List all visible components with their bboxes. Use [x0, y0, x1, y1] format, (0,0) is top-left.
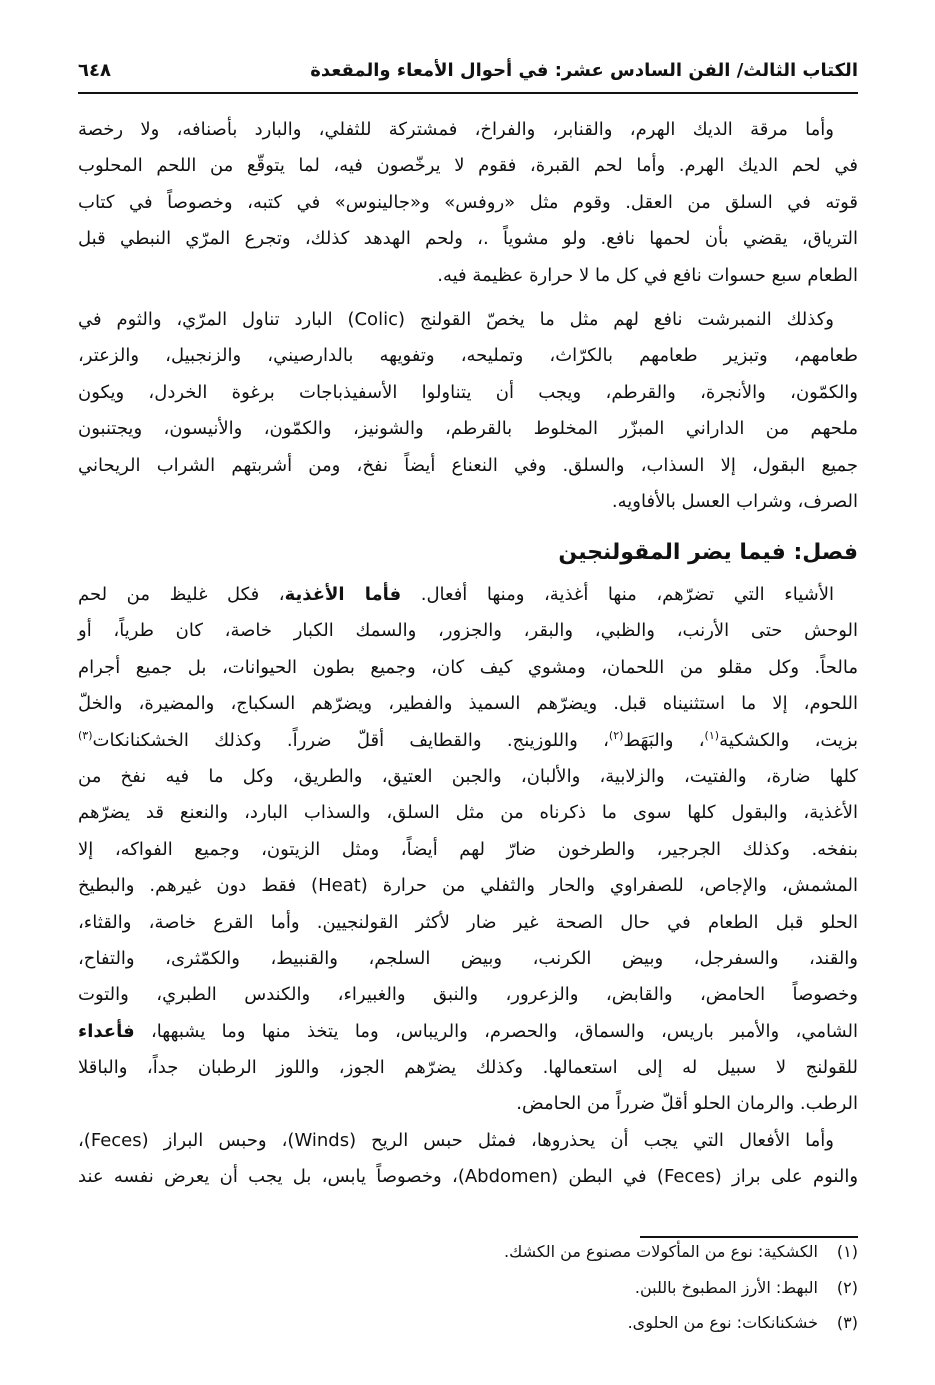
text-segment: وأما مرقة الديك الهرم، والقنابر، والفراخ، فمشتركة للثفلي، والبارد بأصنافه، ولا رخصة [78, 119, 834, 140]
text-line [78, 723, 858, 759]
text-segment: الصرف، وشراب العسل بالأفاويه. [611, 490, 858, 512]
text-segment: وأما الأفعال التي يجب أن يحذروها، فمثل حبس الريح (Winds)، وحبس البراز (Feces)، [78, 1130, 834, 1151]
paragraph-3 [78, 577, 858, 1123]
text-segment: بنفخه. وكذلك الجرجير، والطرخون ضارّ لهم أيضاً، ومثل الزيتون، وجميع الفواكه، إلا [78, 838, 858, 860]
text-line [78, 302, 858, 338]
text-line [78, 448, 858, 484]
text-line [78, 759, 858, 795]
text-segment: المشمش، والإجاص، للصفراوي والحار والثفلي من حرارة (Heat) فقط دون غيرهم. والبطيخ [78, 875, 858, 897]
text-line [78, 1014, 858, 1050]
text-segment: ، والبَهَط [623, 729, 705, 751]
text-segment: الطعام سبع حسوات نافع في كل ما لا حرارة عظيمة فيه. [437, 264, 858, 286]
text-line [78, 148, 858, 184]
text-segment: والنوم على براز (Feces) في البطن (Abdomen)، وخصوصاً يابس، بل يجب أن يعرض نفسه عند [78, 1166, 859, 1188]
footnote-1 [504, 1242, 858, 1261]
text-line [78, 613, 858, 649]
bold-text: فأما الأغذية [284, 584, 402, 605]
text-segment: الشامي، والأمبر باريس، والسماق، والحصرم، والريباس، وما يتخذ منها وما يشبهها، [134, 1020, 858, 1042]
text-segment: طعامهم، وتبزير طعامهم بالكرّاث، وتمليحه، وتفويهه بالدارصيني، والزنجبيل، والزعتر، [78, 345, 858, 367]
text-segment: في لحم الديك الهرم. وأما لحم القبرة، فقوم لا يرخّصون فيه، لما يتوقّع من اللحم المحلوب [78, 155, 858, 177]
paragraph-2 [78, 302, 858, 520]
text-line [78, 258, 858, 294]
page-number: ٦٤٨ [78, 60, 111, 81]
text-segment: والقند، والسفرجل، وبيض الكرنب، وبيض السلجم، والقنبيط، والكمّثرى، والتفاح، [78, 947, 858, 969]
text-segment: الحلو قبل الطعام في حال الصحة غير ضار لأكثر القولنجيين. وأما القرع خاصة، والقثاء، [78, 911, 858, 933]
text-segment: الوحش حتى الأرنب، والظبي، والبقر، والجزور، والسمك الكبار خاصة، كان طرياً، أو [78, 620, 858, 642]
text-line [78, 577, 858, 613]
text-segment: جميع البقول، إلا السذاب، والسلق. وفي النعناع أيضاً نفخ، ومن أشربتهم الشراب الريحاني [78, 454, 858, 476]
text-segment: ، فكل غليظ من لحم [78, 584, 285, 605]
text-line [78, 1086, 858, 1122]
footnote-marker: (١) [704, 728, 720, 742]
text-line [78, 185, 858, 221]
running-header-title: الكتاب الثالث/ الفن السادس عشر: في أحوال الأمعاء والمقعدة [310, 60, 858, 81]
text-line [78, 375, 858, 411]
footnote-text: الكشكية: نوع من المأكولات مصنوع من الكشك. [504, 1242, 818, 1261]
text-segment: ، واللوزينج. والقطايف أقلّ ضرراً. وكذلك الخشكنانكات [92, 729, 609, 751]
footnote-text: البهط: الأرز المطبوخ باللبن. [634, 1278, 818, 1297]
footnote-2 [635, 1278, 858, 1297]
footnote-rule [640, 1236, 858, 1238]
footnote-number: (٢) [836, 1278, 858, 1297]
text-segment: بزيت، والكشكية [719, 729, 859, 751]
section-heading: فصل: فيما يضر المقولنجين [558, 540, 858, 565]
text-line [78, 484, 858, 520]
footnote-number: (١) [836, 1242, 858, 1261]
footnote-number: (٣) [836, 1313, 858, 1332]
paragraph-1 [78, 112, 858, 294]
text-line [78, 686, 858, 722]
text-segment: للقولنج لا سبيل له إلى استعمالها. وكذلك يضرّهم الجوز، واللوز الرطبان جداً، والباقلا [78, 1057, 858, 1079]
text-segment: مالحاً. وكل مقلو من اللحمان، ومشوي كيف كان، وجميع بطون الحيوانات، بل جميع أجرام [78, 656, 858, 678]
text-line [78, 795, 858, 831]
text-line [78, 1159, 858, 1195]
text-segment: وكذلك النمبرشت نافع لهم مثل ما يخصّ القولنج (Colic) البارد تناول المرّي، والثوم في [78, 309, 834, 330]
text-line [78, 905, 858, 941]
text-line [78, 112, 858, 148]
running-header [78, 56, 858, 88]
footnote-text: خشكنانكات: نوع من الحلوى. [627, 1313, 818, 1332]
text-segment: الترياق، يقضي بأن لحمها نافع. ولو مشوياً .، ولحم الهدهد كذلك، وتجرع المرّي النبطي قبل [78, 228, 858, 250]
text-segment: الأشياء التي تضرّهم، منها أغذية، ومنها أفعال. [401, 584, 834, 605]
text-segment: الرطب. والرمان الحلو أقلّ ضرراً من الحامض. [516, 1093, 858, 1115]
text-line [78, 941, 858, 977]
text-segment: والكمّون، والأنجرة، والقرطم، ويجب أن يتناولوا الأسفيذباجات برغوة الخردل، ويكون [78, 381, 858, 403]
text-segment: وخصوصاً الحامض، والقابض، والزعرور، والنبق والغبيراء، والكندس الطبري، والتوت [78, 984, 858, 1006]
footnote-marker: (٣) [78, 728, 93, 742]
text-line [78, 338, 858, 374]
text-line [78, 1123, 858, 1159]
bold-text: فأعداء [78, 1020, 135, 1042]
text-line [78, 832, 858, 868]
text-line [78, 411, 858, 447]
text-segment: كلها ضارة، والفتيت، والزلابية، والألبان، والجبن العتيق، والطريق، وكل ما فيه نفخ من [78, 765, 858, 787]
header-rule [78, 92, 858, 94]
text-segment: الأغذية، والبقول كلها سوى ما ذكرناه من مثل السلق، والسذاب البارد، والنعنع قد يضرّهم [78, 802, 858, 824]
text-segment: قوته في السلق من العقل. وقوم مثل «روفس» و«جالينوس» في كتبه، وخصوصاً في كتاب [78, 191, 858, 213]
text-line [78, 650, 858, 686]
text-segment: ملحهم من الداراني المبزّر المخلوط بالقرطم، والشونيز، والكمّون، والأنيسون، ويجتنبون [78, 418, 858, 440]
footnote-3 [628, 1313, 858, 1332]
text-line [78, 977, 858, 1013]
footnote-marker: (٢) [608, 728, 624, 742]
paragraph-4 [78, 1123, 858, 1196]
text-line [78, 1050, 858, 1086]
text-segment: اللحوم، إلا ما استثنيناه قبل. ويضرّهم السميذ والفطير، ويضرّهم السكباج، والمضيرة، والخلّ [78, 693, 858, 715]
text-line [78, 221, 858, 257]
text-line [78, 868, 858, 904]
